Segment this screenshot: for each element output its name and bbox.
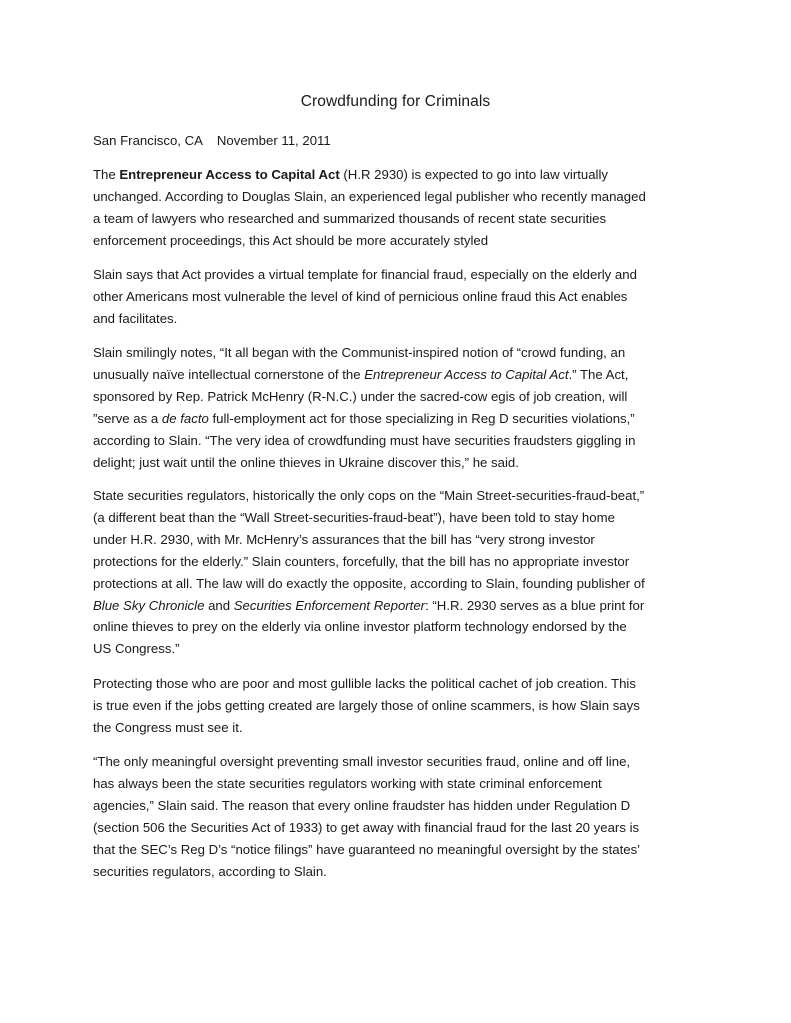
de-facto-italic: de facto xyxy=(161,410,209,426)
text-line: online thieves to prey on the elderly via online investor platform technology endorsed by the xyxy=(93,619,627,635)
text-run: full-employment act for those specializing in Reg D securities violations,” xyxy=(208,410,635,426)
text-line: is true even if the jobs getting created are largely those of online scammers, is how Slain says xyxy=(93,697,640,713)
dateline-date: November 11, 2011 xyxy=(216,133,331,148)
text-line: Slain smilingly notes, “It all began with the Communist-inspired notion of “crowd funding, an xyxy=(93,345,626,360)
document-title: Crowdfunding for Criminals xyxy=(300,93,491,110)
paragraph-3 xyxy=(93,342,635,473)
text-line: delight; just wait until the online thieves in Ukraine discover this,” he said. xyxy=(93,454,519,470)
text-line xyxy=(93,364,635,386)
paragraph-5 xyxy=(93,673,640,739)
text-line: (section 506 the Securities Act of 1933) to get away with financial fraud for the last 20 years is xyxy=(93,819,640,835)
publication-title-italic: Blue Sky Chronicle xyxy=(93,597,205,613)
text-line: unchanged. According to Douglas Slain, an experienced legal publisher who recently managed xyxy=(93,188,646,204)
text-line: that the SEC’s Reg D’s “notice filings” have guaranteed no meaningful oversight by the states’ xyxy=(93,841,641,857)
text-line: protections at all. The law will do exactly the opposite, according to Slain, founding publisher of xyxy=(93,575,645,591)
text-run: unusually naïve intellectual cornerstone of the xyxy=(93,366,365,382)
publication-title-italic: Securities Enforcement Reporter xyxy=(233,597,426,613)
text-line xyxy=(93,408,635,430)
text-line: protections for the elderly.” Slain counters, forcefully, that the bill has no appropriate investor xyxy=(93,553,630,569)
act-name-bold: Entrepreneur Access to Capital Act xyxy=(119,167,340,182)
text-line: Protecting those who are poor and most gullible lacks the political cachet of job creation. This xyxy=(93,676,636,691)
text-line: the Congress must see it. xyxy=(93,719,243,735)
text-run: and xyxy=(204,597,234,613)
text-line: agencies,” Slain said. The reason that every online fraudster has hidden under Regulation D xyxy=(93,797,631,813)
text-run: .” The Act, xyxy=(568,366,629,382)
text-line: “The only meaningful oversight preventing small investor securities fraud, online and off line, xyxy=(93,754,631,769)
text-line: US Congress.” xyxy=(93,641,180,657)
text-run: : “H.R. 2930 serves as a blue print for xyxy=(425,597,645,613)
paragraph-2 xyxy=(93,264,637,330)
text-line: (a different beat than the “Wall Street-securities-fraud-beat”), have been told to stay home xyxy=(93,509,615,525)
text-line: Slain says that Act provides a virtual template for financial fraud, especially on the elderly and xyxy=(93,267,637,282)
text-line: and facilitates. xyxy=(93,310,178,326)
text-line: enforcement proceedings, this Act should be more accurately styled xyxy=(93,232,489,248)
text-line: under H.R. 2930, with Mr. McHenry’s assurances that the bill has “very strong investor xyxy=(93,531,595,547)
dateline-city: San Francisco, CA xyxy=(93,133,203,148)
text-line: securities regulators, according to Slain. xyxy=(93,863,327,879)
text-line xyxy=(93,164,646,186)
act-name-italic: Entrepreneur Access to Capital Act xyxy=(364,366,569,382)
text-line: State securities regulators, historically the only cops on the “Main Street-securities-fraud-beat,” xyxy=(93,488,645,503)
text-line: sponsored by Rep. Patrick McHenry (R-N.C.) under the sacred-cow egis of job creation, will xyxy=(93,388,628,404)
dateline xyxy=(93,133,331,148)
text-run: (H.R 2930) is expected to go into law virtually xyxy=(339,167,609,182)
text-line xyxy=(93,595,645,617)
text-line: has always been the state securities regulators working with state criminal enforcement xyxy=(93,775,602,791)
paragraph-1 xyxy=(93,164,646,252)
paragraph-4 xyxy=(93,485,645,660)
text-line: other Americans most vulnerable the level of kind of pernicious online fraud this Act enables xyxy=(93,288,628,304)
text-run: The xyxy=(93,167,120,182)
text-line: a team of lawyers who researched and summarized thousands of recent state securities xyxy=(93,210,607,226)
paragraph-6 xyxy=(93,751,640,882)
text-line: according to Slain. “The very idea of crowdfunding must have securities fraudsters giggling in xyxy=(93,432,636,448)
text-run: ”serve as a xyxy=(93,410,162,426)
